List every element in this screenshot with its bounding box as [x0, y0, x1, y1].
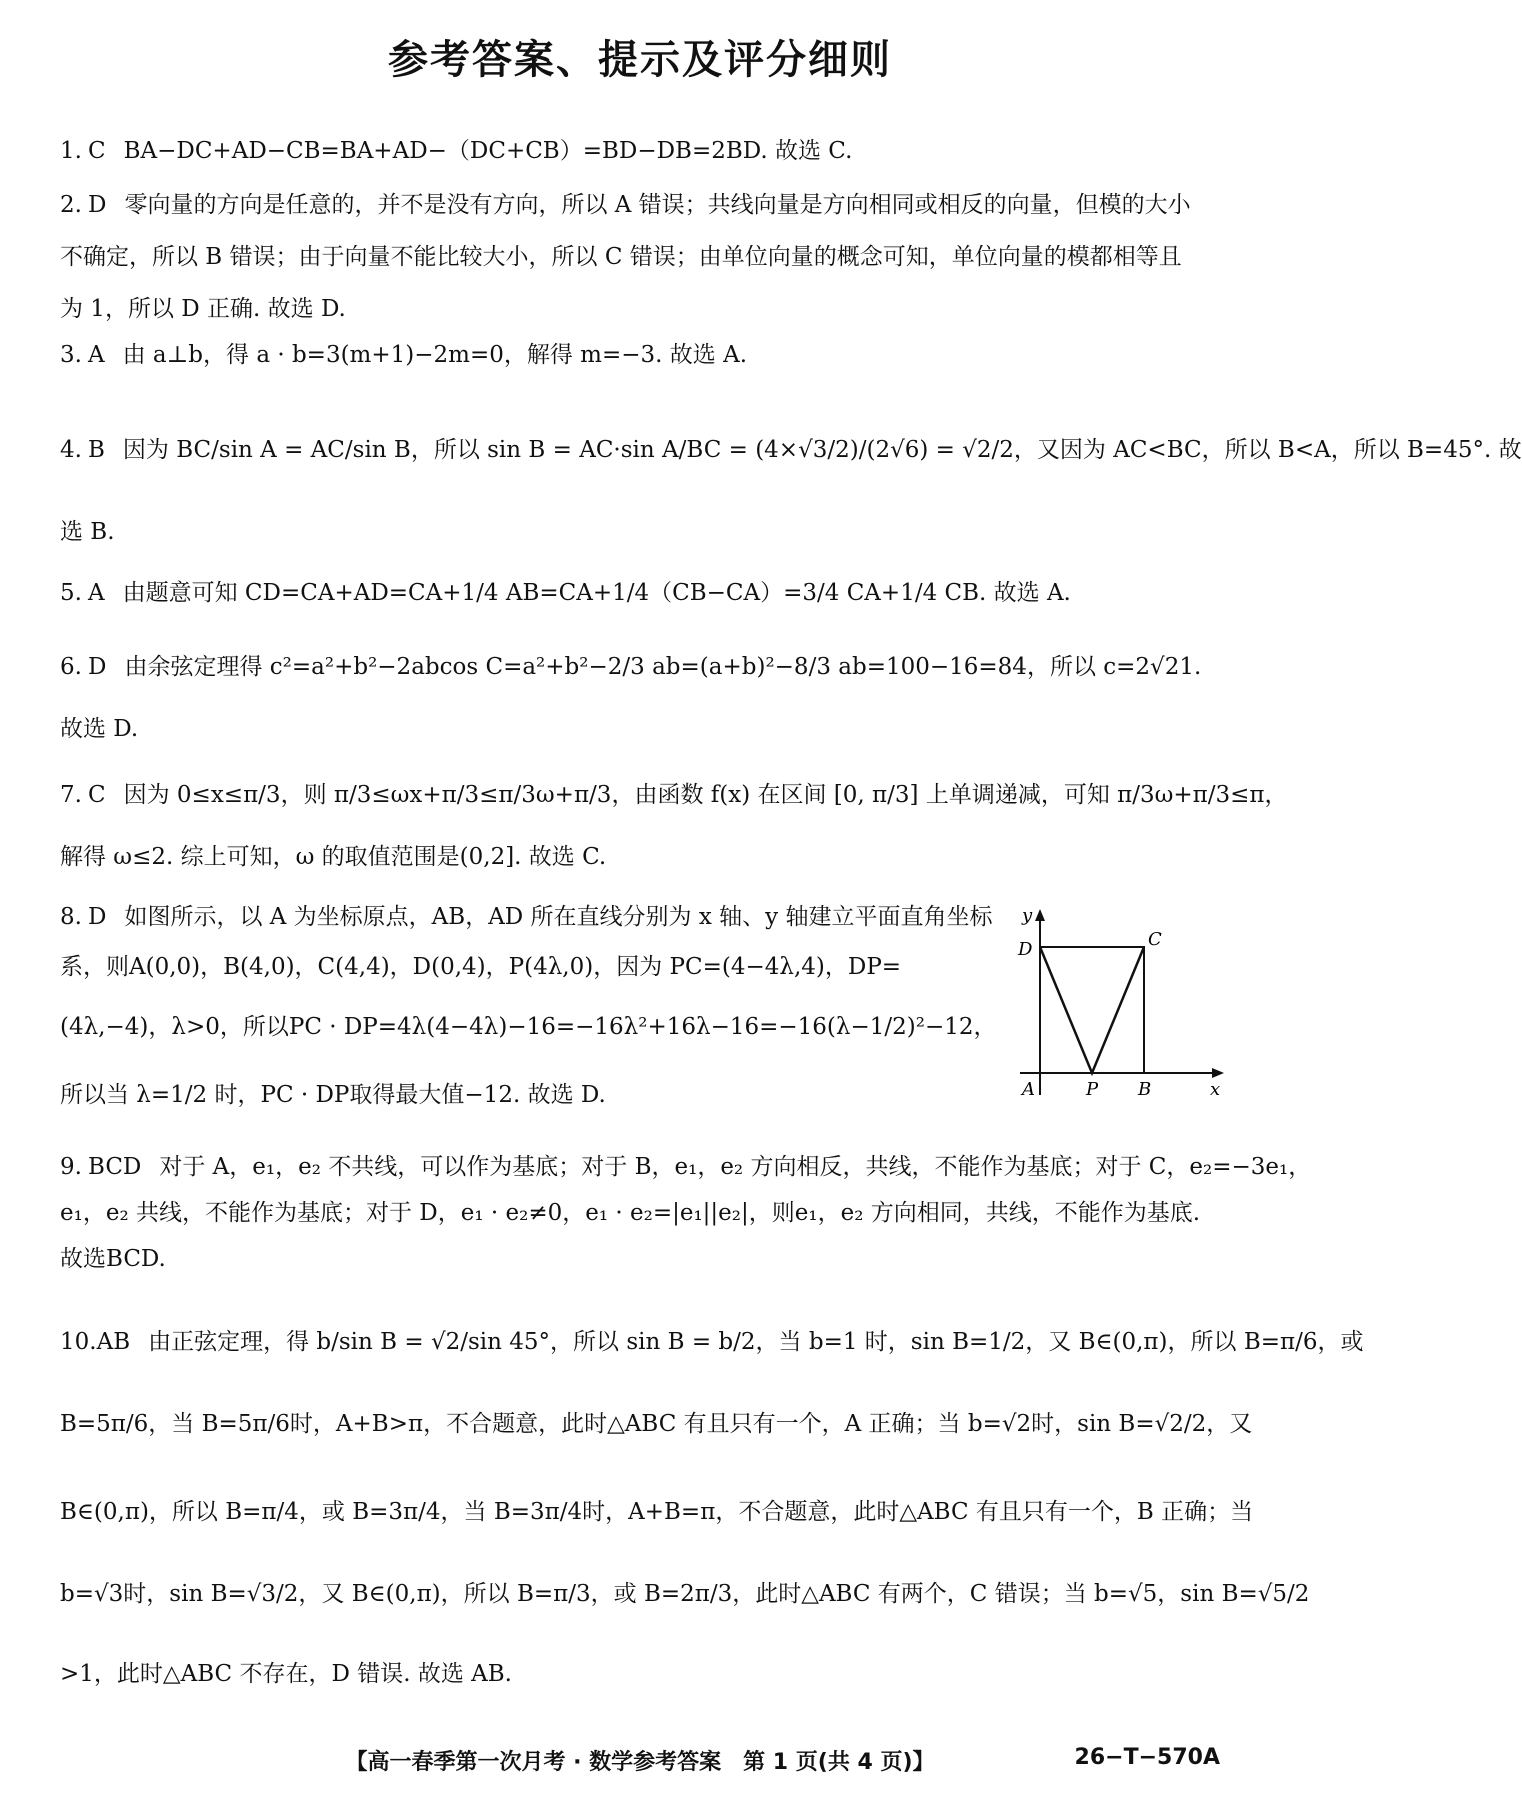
answer-line: 因为 BC/sin A = AC/sin B，所以 sin B = AC·sin A/BC = (4×√3/2)/(2√6) = √2/2，又因为 AC<BC，所以 B<A，所以 B=45°. 故: [122, 437, 1522, 463]
answer-line: 如图所示，以 A 为坐标原点，AB，AD 所在直线分别为 x 轴、y 轴建立平面直角坐标: [124, 904, 993, 930]
footer-title: 【高一春季第一次月考 · 数学参考答案 第 1 页(共 4 页)】: [345, 1750, 935, 1775]
x-axis-arrow: [1212, 1068, 1224, 1078]
answer-number: 10.: [60, 1329, 97, 1355]
answer-number: 1.: [60, 138, 82, 164]
square-abcd: [1040, 947, 1144, 1073]
answer-line: 不确定，所以 B 错误；由于向量不能比较大小，所以 C 错误；由单位向量的概念可知，单位向量的模都相等且: [60, 244, 1182, 270]
answer-line: 对于 A，e₁，e₂ 不共线，可以作为基底；对于 B，e₁，e₂ 方向相反，共线，不能作为基底；对于 C，e₂=−3e₁，: [159, 1154, 1312, 1180]
answer-line: 解得 ω≤2. 综上可知，ω 的取值范围是(0,2]. 故选 C.: [60, 844, 607, 870]
triangle-dpc: [1040, 947, 1144, 1073]
answer-number: 2.: [60, 192, 82, 218]
answer-key: B: [88, 437, 105, 463]
answer-line: e₁，e₂ 共线，不能作为基底；对于 D，e₁ · e₂≠0，e₁ · e₂=|e₁||e₂|，则e₁，e₂ 方向相同，共线，不能作为基底.: [60, 1200, 1201, 1226]
answer-key: A: [88, 580, 105, 606]
label-y: y: [1022, 905, 1033, 926]
answer-line: 由 a⊥b，得 a · b=3(m+1)−2m=0，解得 m=−3. 故选 A.: [122, 342, 748, 368]
footer-code: 26−T−570A: [1074, 1745, 1220, 1770]
answer-line: B∈(0,π)，所以 B=π/4，或 B=3π/4，当 B=3π/4时，A+B=π，不合题意，此时△ABC 有且只有一个，B 正确；当: [60, 1499, 1254, 1525]
answer-line: 零向量的方向是任意的，并不是没有方向，所以 A 错误；共线向量是方向相同或相反的向量，但模的大小: [124, 192, 1191, 218]
answer-line: 为 1，所以 D 正确. 故选 D.: [60, 296, 346, 322]
page-title: 参考答案、提示及评分细则: [388, 37, 892, 83]
answer-key: D: [88, 654, 107, 680]
answer-line: b=√3时，sin B=√3/2，又 B∈(0,π)，所以 B=π/3，或 B=2π/3，此时△ABC 有两个，C 错误；当 b=√5，sin B=√5/2: [60, 1581, 1310, 1607]
answer-line: 因为 0≤x≤π/3，则 π/3≤ωx+π/3≤π/3ω+π/3，由函数 f(x) 在区间 [0, π/3] 上单调递减，可知 π/3ω+π/3≤π，: [123, 782, 1288, 808]
label-b: B: [1138, 1079, 1152, 1100]
answer-line: 选 B.: [60, 519, 115, 545]
label-p: P: [1086, 1079, 1099, 1100]
answer-number: 6.: [60, 654, 82, 680]
label-c: C: [1148, 929, 1162, 950]
answer-number: 5.: [60, 580, 82, 606]
answer-line: 故选 D.: [60, 716, 139, 742]
answer-line: 所以当 λ=1/2 时，PC · DP取得最大值−12. 故选 D.: [60, 1082, 606, 1108]
answer-line: 系，则A(0,0)，B(4,0)，C(4,4)，D(0,4)，P(4λ,0)，因为 PC=(4−4λ,4)，DP=: [60, 954, 902, 980]
answer-number: 3.: [60, 342, 82, 368]
answer-key: D: [88, 904, 107, 930]
answer-line: 由题意可知 CD=CA+AD=CA+1/4 AB=CA+1/4（CB−CA）=3/4 CA+1/4 CB. 故选 A.: [122, 580, 1071, 606]
answer-line: BA−DC+AD−CB=BA+AD−（DC+CB）=BD−DB=2BD. 故选 C.: [123, 138, 853, 164]
answer-key: A: [88, 342, 105, 368]
answer-key: D: [88, 192, 107, 218]
label-a: A: [1022, 1079, 1035, 1100]
label-x: x: [1210, 1079, 1221, 1100]
answer-key: C: [88, 782, 106, 808]
answer-key: C: [88, 138, 106, 164]
answer-line: (4λ,−4)，λ>0，所以PC · DP=4λ(4−4λ)−16=−16λ²+16λ−16=−16(λ−1/2)²−12，: [60, 1014, 997, 1040]
answer-line: >1，此时△ABC 不存在，D 错误. 故选 AB.: [60, 1661, 512, 1687]
answer-line: 由正弦定理，得 b/sin B = √2/sin 45°，所以 sin B = b/2，当 b=1 时，sin B=1/2，又 B∈(0,π)，所以 B=π/6，或: [148, 1329, 1364, 1355]
answer-number: 7.: [60, 782, 82, 808]
coordinate-figure: [1010, 905, 1230, 1105]
answer-key: BCD: [88, 1154, 142, 1180]
answer-number: 9.: [60, 1154, 82, 1180]
answer-key: AB: [96, 1329, 131, 1355]
y-axis-arrow: [1035, 909, 1045, 921]
answer-number: 4.: [60, 437, 82, 463]
label-d: D: [1018, 939, 1033, 960]
answer-line: B=5π/6，当 B=5π/6时，A+B>π，不合题意，此时△ABC 有且只有一个，A 正确；当 b=√2时，sin B=√2/2，又: [60, 1411, 1253, 1437]
answer-number: 8.: [60, 904, 82, 930]
answer-line: 故选BCD.: [60, 1246, 166, 1272]
answer-line: 由余弦定理得 c²=a²+b²−2abcos C=a²+b²−2/3 ab=(a+b)²−8/3 ab=100−16=84，所以 c=2√21.: [124, 654, 1202, 680]
